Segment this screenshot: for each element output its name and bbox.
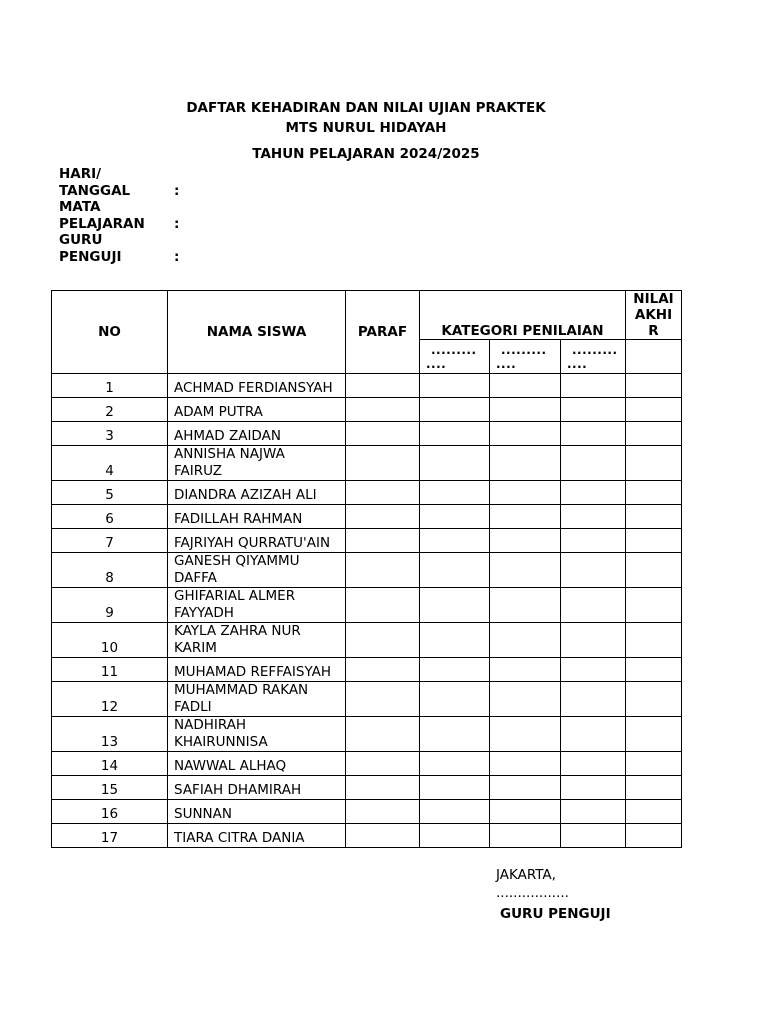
student-name xyxy=(168,529,346,553)
attendance-rows xyxy=(52,374,682,848)
score-cell-1[interactable] xyxy=(420,446,490,481)
footer-signature-label: GURU PENGUJI xyxy=(500,906,611,922)
info-hari-tanggal xyxy=(59,166,180,200)
score-cell-3[interactable] xyxy=(561,717,626,752)
paraf-cell[interactable] xyxy=(346,422,420,446)
final-score-cell[interactable] xyxy=(626,623,682,658)
student-name-line1: GHIFARIAL ALMER xyxy=(174,588,296,604)
score-cell-2[interactable] xyxy=(490,481,561,505)
final-score-cell[interactable] xyxy=(626,824,682,848)
paraf-cell[interactable] xyxy=(346,529,420,553)
table-row xyxy=(52,623,682,658)
student-name xyxy=(168,398,346,422)
kategori-sub-2-l1: ......... xyxy=(501,342,547,357)
info-mata-pelajaran xyxy=(59,199,180,233)
score-cell-2[interactable] xyxy=(490,553,561,588)
hari-colon: : xyxy=(174,183,180,199)
hari-label-line2: TANGGAL xyxy=(59,183,131,199)
paraf-cell[interactable] xyxy=(346,623,420,658)
score-cell-2[interactable] xyxy=(490,374,561,398)
score-cell-2[interactable] xyxy=(490,800,561,824)
paraf-cell[interactable] xyxy=(346,800,420,824)
row-number: 7 xyxy=(52,529,168,553)
paraf-cell[interactable] xyxy=(346,682,420,717)
score-cell-1[interactable] xyxy=(420,800,490,824)
score-cell-3[interactable] xyxy=(561,505,626,529)
mapel-label-line1: MATA xyxy=(59,199,101,215)
kategori-sub-3 xyxy=(561,340,626,374)
final-score-cell[interactable] xyxy=(626,588,682,623)
final-score-cell[interactable] xyxy=(626,374,682,398)
row-number: 13 xyxy=(52,717,168,752)
kategori-sub-1-l1: ......... xyxy=(431,342,477,357)
score-cell-1[interactable] xyxy=(420,481,490,505)
score-cell-3[interactable] xyxy=(561,800,626,824)
guru-label-line2: PENGUJI xyxy=(59,249,122,265)
final-score-cell[interactable] xyxy=(626,800,682,824)
header-no: NO xyxy=(52,291,168,374)
paraf-cell[interactable] xyxy=(346,588,420,623)
student-name xyxy=(168,682,346,717)
nilai-label-line2: AKHI xyxy=(634,307,673,323)
score-cell-3[interactable] xyxy=(561,588,626,623)
score-cell-2[interactable] xyxy=(490,682,561,717)
score-cell-2[interactable] xyxy=(490,776,561,800)
student-name xyxy=(168,776,346,800)
table-row xyxy=(52,374,682,398)
row-number: 16 xyxy=(52,800,168,824)
table-row xyxy=(52,529,682,553)
student-name-line1: ACHMAD FERDIANSYAH xyxy=(174,379,333,396)
score-cell-3[interactable] xyxy=(561,658,626,682)
student-name-line1: MUHAMMAD RAKAN xyxy=(174,682,309,698)
student-name-line2: FAIRUZ xyxy=(174,462,223,479)
table-row xyxy=(52,446,682,481)
student-name xyxy=(168,658,346,682)
score-cell-3[interactable] xyxy=(561,824,626,848)
hari-label-line1: HARI/ xyxy=(59,166,102,182)
row-number: 4 xyxy=(52,446,168,481)
student-name-line2: FADLI xyxy=(174,698,212,715)
document-title-line1: DAFTAR KEHADIRAN DAN NILAI UJIAN PRAKTEK xyxy=(186,100,546,116)
student-name-line1: DIANDRA AZIZAH ALI xyxy=(174,486,317,503)
student-name xyxy=(168,553,346,588)
score-cell-3[interactable] xyxy=(561,682,626,717)
row-number: 2 xyxy=(52,398,168,422)
score-cell-1[interactable] xyxy=(420,776,490,800)
final-score-cell[interactable] xyxy=(626,752,682,776)
final-score-cell[interactable] xyxy=(626,505,682,529)
student-name xyxy=(168,422,346,446)
final-score-cell[interactable] xyxy=(626,776,682,800)
student-name-line1: TIARA CITRA DANIA xyxy=(174,829,305,846)
row-number: 5 xyxy=(52,481,168,505)
table-row xyxy=(52,553,682,588)
final-score-cell[interactable] xyxy=(626,529,682,553)
table-row xyxy=(52,752,682,776)
final-score-cell[interactable] xyxy=(626,717,682,752)
student-name xyxy=(168,623,346,658)
final-score-cell[interactable] xyxy=(626,398,682,422)
row-number: 3 xyxy=(52,422,168,446)
header-kategori-penilaian: KATEGORI PENILAIAN xyxy=(420,291,626,340)
student-name-line2: KHAIRUNNISA xyxy=(174,733,268,750)
document-title-line3: TAHUN PELAJARAN 2024/2025 xyxy=(252,146,480,162)
paraf-cell[interactable] xyxy=(346,446,420,481)
score-cell-3[interactable] xyxy=(561,776,626,800)
table-row xyxy=(52,588,682,623)
score-cell-1[interactable] xyxy=(420,553,490,588)
score-cell-2[interactable] xyxy=(490,752,561,776)
table-row xyxy=(52,398,682,422)
table-row xyxy=(52,481,682,505)
row-number: 11 xyxy=(52,658,168,682)
final-score-cell[interactable] xyxy=(626,446,682,481)
paraf-cell[interactable] xyxy=(346,717,420,752)
final-score-cell[interactable] xyxy=(626,682,682,717)
paraf-cell[interactable] xyxy=(346,752,420,776)
student-name xyxy=(168,824,346,848)
table-row xyxy=(52,422,682,446)
student-name xyxy=(168,588,346,623)
student-name-line1: AHMAD ZAIDAN xyxy=(174,427,281,444)
student-name-line1: ADAM PUTRA xyxy=(174,403,263,420)
student-name-line1: SUNNAN xyxy=(174,805,232,822)
score-cell-3[interactable] xyxy=(561,553,626,588)
score-cell-1[interactable] xyxy=(420,752,490,776)
row-number: 15 xyxy=(52,776,168,800)
student-name-line2: KARIM xyxy=(174,639,217,656)
score-cell-2[interactable] xyxy=(490,446,561,481)
score-cell-1[interactable] xyxy=(420,623,490,658)
nilai-akhir-sub xyxy=(626,340,682,374)
table-row xyxy=(52,824,682,848)
student-name-line1: ANNISHA NAJWA xyxy=(174,446,285,462)
guru-colon: : xyxy=(174,249,180,265)
student-name-line2: DAFFA xyxy=(174,569,217,586)
score-cell-3[interactable] xyxy=(561,752,626,776)
score-cell-2[interactable] xyxy=(490,588,561,623)
paraf-cell[interactable] xyxy=(346,776,420,800)
nilai-label-line3: R xyxy=(648,323,659,339)
student-name xyxy=(168,752,346,776)
score-cell-2[interactable] xyxy=(490,824,561,848)
header-paraf: PARAF xyxy=(346,291,420,374)
table-row xyxy=(52,658,682,682)
row-number: 12 xyxy=(52,682,168,717)
kategori-sub-3-l1: ......... xyxy=(572,342,618,357)
row-number: 1 xyxy=(52,374,168,398)
student-name-line1: MUHAMAD REFFAISYAH xyxy=(174,663,332,680)
student-name-line1: NADHIRAH xyxy=(174,717,247,733)
footer-date-dots: ................. xyxy=(496,885,569,901)
paraf-cell[interactable] xyxy=(346,505,420,529)
kategori-sub-3-l2: .... xyxy=(567,356,588,371)
score-cell-3[interactable] xyxy=(561,374,626,398)
score-cell-2[interactable] xyxy=(490,658,561,682)
score-cell-3[interactable] xyxy=(561,398,626,422)
final-score-cell[interactable] xyxy=(626,658,682,682)
kategori-sub-1 xyxy=(420,340,490,374)
score-cell-3[interactable] xyxy=(561,529,626,553)
paraf-cell[interactable] xyxy=(346,374,420,398)
student-name-line1: NAWWAL ALHAQ xyxy=(174,757,287,774)
score-cell-1[interactable] xyxy=(420,658,490,682)
score-cell-1[interactable] xyxy=(420,529,490,553)
score-cell-2[interactable] xyxy=(490,529,561,553)
info-guru-penguji xyxy=(59,232,180,266)
row-number: 17 xyxy=(52,824,168,848)
student-name-line1: SAFIAH DHAMIRAH xyxy=(174,781,302,798)
row-number: 10 xyxy=(52,623,168,658)
paraf-cell[interactable] xyxy=(346,398,420,422)
student-name-line1: FAJRIYAH QURRATU'AIN xyxy=(174,534,331,551)
score-cell-2[interactable] xyxy=(490,623,561,658)
attendance-table xyxy=(51,290,682,848)
kategori-sub-2-l2: .... xyxy=(496,356,517,371)
table-row xyxy=(52,800,682,824)
footer-place-date xyxy=(496,866,569,902)
student-name-line1: FADILLAH RAHMAN xyxy=(174,510,303,527)
score-cell-1[interactable] xyxy=(420,505,490,529)
paraf-cell[interactable] xyxy=(346,658,420,682)
score-cell-2[interactable] xyxy=(490,505,561,529)
score-cell-3[interactable] xyxy=(561,446,626,481)
student-name-line2: FAYYADH xyxy=(174,604,234,621)
paraf-cell[interactable] xyxy=(346,824,420,848)
header-nilai-akhir xyxy=(626,291,682,340)
paraf-cell[interactable] xyxy=(346,481,420,505)
score-cell-1[interactable] xyxy=(420,374,490,398)
table-row xyxy=(52,776,682,800)
score-cell-2[interactable] xyxy=(490,717,561,752)
score-cell-1[interactable] xyxy=(420,588,490,623)
paraf-cell[interactable] xyxy=(346,553,420,588)
score-cell-1[interactable] xyxy=(420,824,490,848)
final-score-cell[interactable] xyxy=(626,422,682,446)
row-number: 9 xyxy=(52,588,168,623)
mapel-colon: : xyxy=(174,216,180,232)
row-number: 6 xyxy=(52,505,168,529)
document-title-line2: MTS NURUL HIDAYAH xyxy=(285,120,447,136)
guru-label-line1: GURU xyxy=(59,232,103,248)
student-name xyxy=(168,717,346,752)
student-name-line1: KAYLA ZAHRA NUR xyxy=(174,623,301,639)
kategori-sub-2 xyxy=(490,340,561,374)
table-row xyxy=(52,717,682,752)
score-cell-1[interactable] xyxy=(420,398,490,422)
nilai-label-line1: NILAI xyxy=(633,291,674,307)
row-number: 8 xyxy=(52,553,168,588)
student-name xyxy=(168,481,346,505)
footer-place: JAKARTA, xyxy=(496,867,556,883)
table-row xyxy=(52,505,682,529)
student-name xyxy=(168,505,346,529)
header-nama-siswa: NAMA SISWA xyxy=(168,291,346,374)
student-name xyxy=(168,374,346,398)
score-cell-3[interactable] xyxy=(561,422,626,446)
final-score-cell[interactable] xyxy=(626,481,682,505)
row-number: 14 xyxy=(52,752,168,776)
score-cell-3[interactable] xyxy=(561,481,626,505)
score-cell-1[interactable] xyxy=(420,422,490,446)
score-cell-1[interactable] xyxy=(420,717,490,752)
final-score-cell[interactable] xyxy=(626,553,682,588)
student-name xyxy=(168,446,346,481)
score-cell-3[interactable] xyxy=(561,623,626,658)
student-name-line1: GANESH QIYAMMU xyxy=(174,553,300,569)
mapel-label-line2: PELAJARAN xyxy=(59,216,145,232)
score-cell-1[interactable] xyxy=(420,682,490,717)
student-name xyxy=(168,800,346,824)
score-cell-2[interactable] xyxy=(490,398,561,422)
table-row xyxy=(52,682,682,717)
kategori-sub-1-l2: .... xyxy=(426,356,447,371)
score-cell-2[interactable] xyxy=(490,422,561,446)
